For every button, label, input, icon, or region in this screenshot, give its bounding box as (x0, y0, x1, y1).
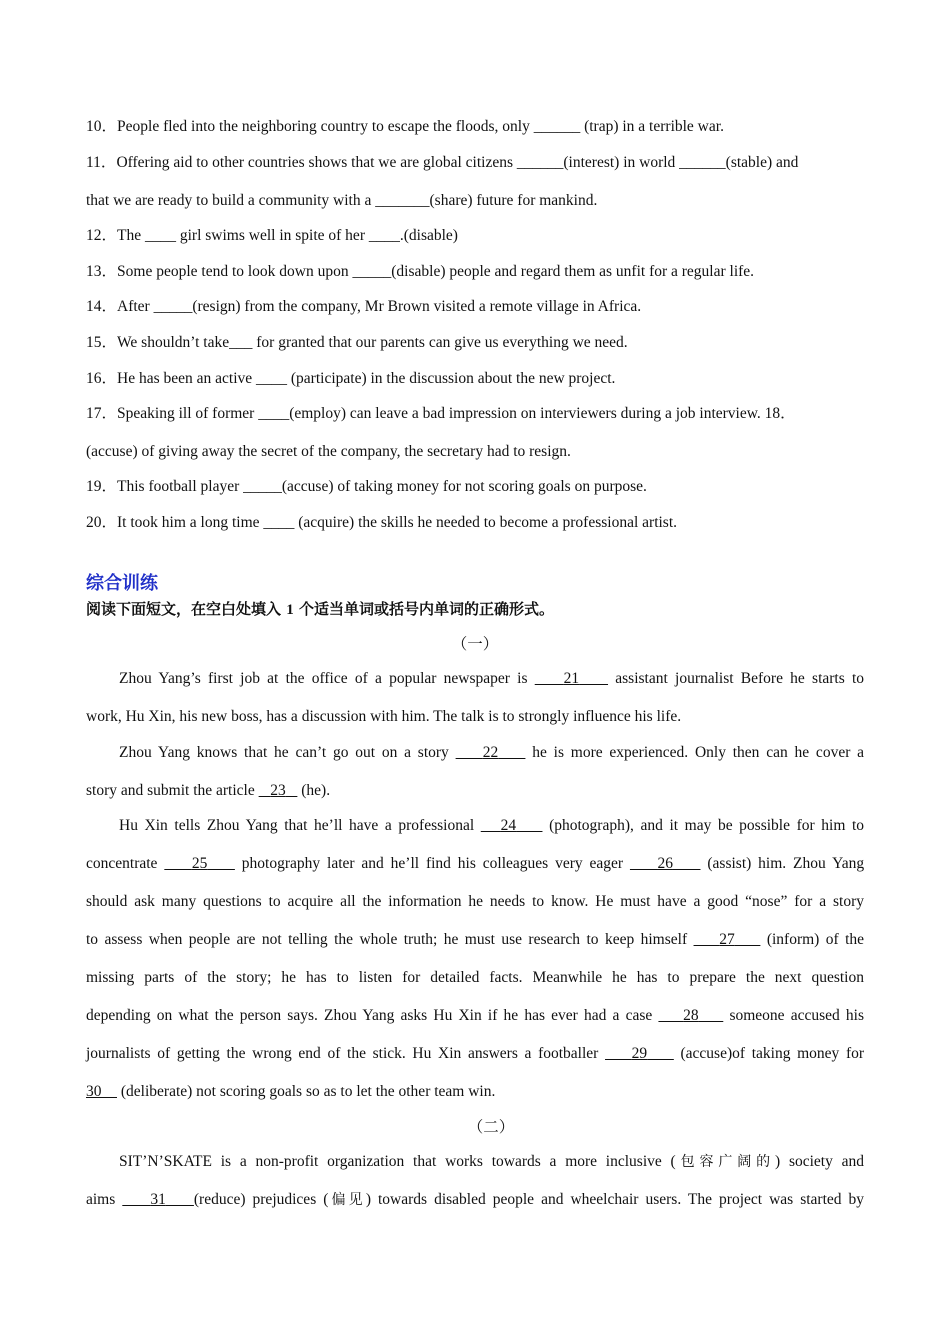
exercise-text: We shouldn’t take___ for granted that our parents can give us everything we need. (117, 334, 628, 351)
section-heading: 综合训练 (86, 573, 158, 594)
exercise-text: People fled into the neighboring country to escape the floods, only ______ (trap) in a terrible war. (117, 118, 724, 135)
exercise-number: 20． (86, 514, 118, 531)
exercise-10 (86, 117, 724, 137)
exercise-14 (86, 297, 641, 317)
exercise-number: 14． (86, 298, 118, 315)
exercise-17 (86, 404, 796, 424)
passage-1-line-9: missing parts of the story; he has to listen for detailed facts. Meanwhile he has to prepare the next question (86, 969, 864, 986)
passage-1-label: （一） (451, 635, 499, 653)
passage-1-line-1: Zhou Yang’s first job at the office of a popular newspaper is 21 assistant journalist Before he starts to (119, 670, 865, 687)
passage-1-line-5: Hu Xin tells Zhou Yang that he’ll have a professional 24 (photograph), and it may be possible for him to (119, 817, 865, 834)
exercise-11-continued: that we are ready to build a community with a _______(share) future for mankind. (86, 192, 598, 209)
blank-24: 24 (500, 817, 517, 834)
exercise-18-continued: (accuse) of giving away the secret of the company, the secretary had to resign. (86, 443, 571, 460)
blank-28: 28 (683, 1007, 699, 1024)
blank-31: 31 (150, 1191, 166, 1208)
blank-22: 22 (482, 744, 499, 761)
blank-21: 21 (563, 670, 580, 687)
passage-1-line-8: to assess when people are not telling the whole truth; he must use research to keep himself 27 (inform) of the (86, 931, 865, 948)
blank-23: 23 (270, 782, 286, 799)
passage-1-line-12: 30 (deliberate) not scoring goals so as to let the other team win. (86, 1083, 496, 1100)
exercise-number: 19． (86, 478, 118, 495)
exercise-text: Some people tend to look down upon _____(disable) people and regard them as unfit for a regular life. (117, 263, 755, 280)
blank-29: 29 (631, 1045, 648, 1062)
blank-25: 25 (191, 855, 208, 872)
passage-1-line-3: Zhou Yang knows that he can’t go out on a story 22 he is more experienced. Only then can he cover a (119, 744, 865, 761)
exercise-16 (86, 369, 615, 389)
passage-1-line-6: concentrate 25 photography later and he’ll find his colleagues very eager 26 (assist) him. Zhou Yang (86, 855, 865, 872)
exercise-number: 10． (86, 118, 118, 135)
exercise-number: 17． (86, 405, 118, 422)
exercise-text: He has been an active ____ (participate) in the discussion about the new project. (117, 370, 616, 387)
passage-2-line-1: SIT’N’SKATE is a non-profit organization that works towards a more inclusive (包容广阔的) society and (119, 1153, 864, 1170)
exercise-13 (86, 262, 754, 282)
exercise-number: 13． (86, 263, 118, 280)
passage-2-label: （二） (467, 1118, 515, 1136)
exercise-19 (86, 477, 647, 497)
exercise-11 (86, 153, 798, 173)
passage-1-line-7: should ask many questions to acquire all the information he needs to know. He must have a good “nose” for a story (86, 893, 864, 910)
exercise-12 (86, 226, 458, 246)
passage-1-line-10: depending on what the person says. Zhou Yang asks Hu Xin if he has ever had a case 28 someone accused his (86, 1007, 865, 1024)
passage-1-line-2: work, Hu Xin, his new boss, has a discussion with him. The talk is to strongly influence his life. (86, 708, 682, 725)
exercise-15 (86, 333, 628, 353)
exercise-number: 16． (86, 370, 118, 387)
exercise-number: 12． (86, 227, 118, 244)
exercise-20 (86, 513, 677, 533)
exercise-text: The ____ girl swims well in spite of her ____.(disable) (117, 227, 458, 244)
exercise-number: 15． (86, 334, 118, 351)
passage-1-line-11: journalists of getting the wrong end of the stick. Hu Xin answers a footballer 29 (accuse)of taking money for (86, 1045, 865, 1062)
section-instruction: 阅读下面短文，在空白处填入 1 个适当单词或括号内单词的正确形式。 (86, 600, 554, 618)
passage-2-line-2: aims 31 (reduce) prejudices (偏见) towards disabled people and wheelchair users. The project was started by (86, 1191, 865, 1208)
blank-27: 27 (719, 931, 735, 948)
exercise-text: After _____(resign) from the company, Mr Brown visited a remote village in Africa. (117, 298, 642, 315)
exercise-text: Speaking ill of former ____(employ) can leave a bad impression on interviewers during a job interview. 18． (117, 405, 796, 422)
passage-1-line-4: story and submit the article 23 (he). (86, 782, 331, 799)
exercise-text: This football player _____(accuse) of taking money for not scoring goals on purpose. (117, 478, 647, 495)
exercise-number: 11． (86, 154, 117, 171)
exercise-text: Offering aid to other countries shows that we are global citizens ______(interest) in world ______(stable) and (116, 154, 799, 171)
blank-26: 26 (657, 855, 673, 872)
blank-30: 30 (86, 1083, 102, 1100)
exercise-text: It took him a long time ____ (acquire) the skills he needed to become a professional artist. (117, 514, 678, 531)
